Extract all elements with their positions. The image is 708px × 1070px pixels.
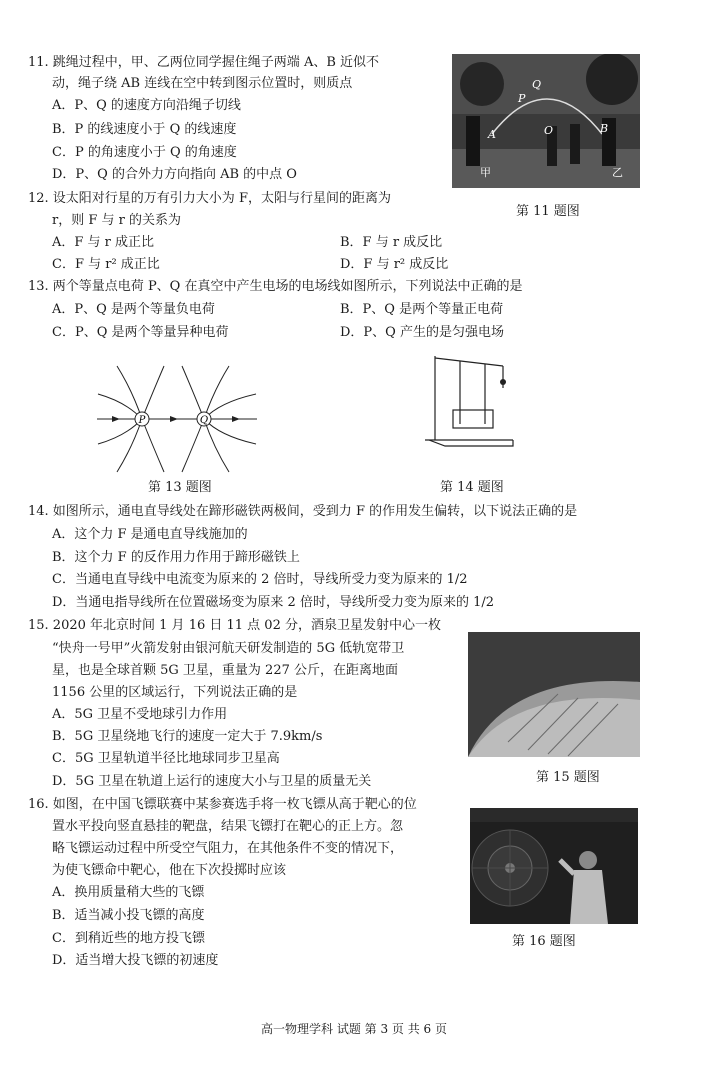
q16-stem-line-2: 置水平投向竖直悬挂的靶盘，结果飞镖打在靶心的正上方。忽 [52, 819, 404, 834]
q16-option-d: D．适当增大投飞镖的初速度 [52, 953, 219, 968]
q15-stem-line-4: 1156 公里的区域运行，下列说法正确的是 [52, 685, 298, 700]
q15-option-b: B．5G 卫星绕地飞行的速度一定大于 7.9km/s [52, 729, 323, 744]
q14-option-b: B．这个力 F 的反作用力作用于蹄形磁铁上 [52, 550, 300, 565]
q16-stem-line-4: 为使飞镖命中靶心，他在下次投掷时应该 [52, 863, 287, 878]
q11-label-jia: 甲 [480, 166, 491, 179]
q16-stem-line-1: 16. 如图，在中国飞镖联赛中某参赛选手将一枚飞镖从高于靶心的位 [28, 797, 417, 812]
q16-darts-drawing [470, 808, 638, 924]
q12-stem-line-1: 12. 设太阳对行星的万有引力大小为 F，太阳与行星间的距离为 [28, 191, 391, 206]
q15-satellite-drawing [468, 632, 640, 757]
q11-stem-line-2: 动，绳子绕 AB 连线在空中转到图示位置时，则质点 [52, 76, 353, 91]
q14-option-a: A．这个力 F 是通电直导线施加的 [52, 527, 248, 542]
q13-option-b: B．P、Q 是两个等量正电荷 [340, 302, 504, 317]
q13-option-d: D．P、Q 产生的是匀强电场 [340, 325, 504, 340]
q14-caption: 第 14 题图 [440, 480, 504, 495]
q15-stem-line-3: 星，也是全球首颗 5G 卫星，重量为 227 公斤，在距离地面 [52, 663, 398, 678]
q13-field-diagram [92, 360, 262, 478]
q15-caption: 第 15 题图 [536, 770, 600, 785]
q16-option-b: B．适当减小投飞镖的高度 [52, 908, 205, 923]
q11-caption: 第 11 题图 [516, 204, 580, 219]
q11-option-b: B．P 的线速度小于 Q 的线速度 [52, 122, 237, 137]
q13-caption: 第 13 题图 [148, 480, 212, 495]
q13-label-q: Q [199, 415, 209, 426]
q16-photo [470, 808, 638, 924]
page-footer: 高一物理学科 试题 第 3 页 共 6 页 [261, 1022, 447, 1036]
q14-apparatus-diagram [415, 348, 523, 448]
q11-label-b: B [600, 122, 609, 135]
q15-photo [468, 632, 640, 757]
q11-stem-line-1: 11. 跳绳过程中，甲、乙两位同学握住绳子两端 A、B 近似不 [28, 55, 380, 70]
q11-photo [452, 54, 640, 188]
q11-label-p: P [518, 92, 526, 105]
q11-label-yi: 乙 [612, 166, 623, 179]
q15-stem-line-2: “快舟一号甲”火箭发射由银河航天研发制造的 5G 低轨宽带卫 [52, 641, 405, 656]
q16-option-a: A．换用质量稍大些的飞镖 [52, 885, 205, 900]
q13-option-c: C．P、Q 是两个等量异种电荷 [52, 325, 229, 340]
q11-option-d: D．P、Q 的合外力方向指向 AB 的中点 O [52, 167, 297, 182]
q13-label-p: P [138, 415, 146, 426]
q16-caption: 第 16 题图 [512, 934, 576, 949]
q15-stem-line-1: 15. 2020 年北京时间 1 月 16 日 11 点 02 分，酒泉卫星发射中心一枚 [28, 618, 441, 633]
q14-stem: 14. 如图所示，通电直导线处在蹄形磁铁两极间，受到力 F 的作用发生偏转，以下说法正确的是 [28, 504, 578, 519]
q13-stem: 13. 两个等量点电荷 P、Q 在真空中产生电场的电场线如图所示，下列说法中正确的是 [28, 279, 523, 294]
q15-option-d: D．5G 卫星在轨道上运行的速度大小与卫星的质量无关 [52, 774, 372, 789]
q15-option-a: A．5G 卫星不受地球引力作用 [52, 707, 228, 722]
q13-option-a: A．P、Q 是两个等量负电荷 [52, 302, 215, 317]
q11-label-o: O [544, 124, 554, 137]
q11-label-q: Q [532, 78, 542, 91]
q14-option-d: D．当通电指导线所在位置磁场变为原来 2 倍时，导线所受力变为原来的 1/2 [52, 595, 495, 610]
q16-stem-line-3: 略飞镖运动过程中所受空气阻力，在其他条件不变的情况下， [52, 841, 404, 856]
q12-option-b: B．F 与 r 成反比 [340, 235, 443, 250]
q12-option-c: C．F 与 r² 成正比 [52, 257, 160, 272]
q12-option-d: D．F 与 r² 成反比 [340, 257, 449, 272]
q11-label-a: A [488, 128, 496, 141]
q11-option-a: A．P、Q 的速度方向沿绳子切线 [52, 98, 241, 113]
q15-option-c: C．5G 卫星轨道半径比地球同步卫星高 [52, 751, 280, 766]
q12-stem-line-2: r，则 F 与 r 的关系为 [52, 213, 181, 228]
q16-option-c: C．到稍近些的地方投飞镖 [52, 931, 205, 946]
q14-option-c: C．当通电直导线中电流变为原来的 2 倍时，导线所受力变为原来的 1/2 [52, 572, 468, 587]
q11-option-c: C．P 的角速度小于 Q 的角速度 [52, 145, 237, 160]
q12-option-a: A．F 与 r 成正比 [52, 235, 155, 250]
